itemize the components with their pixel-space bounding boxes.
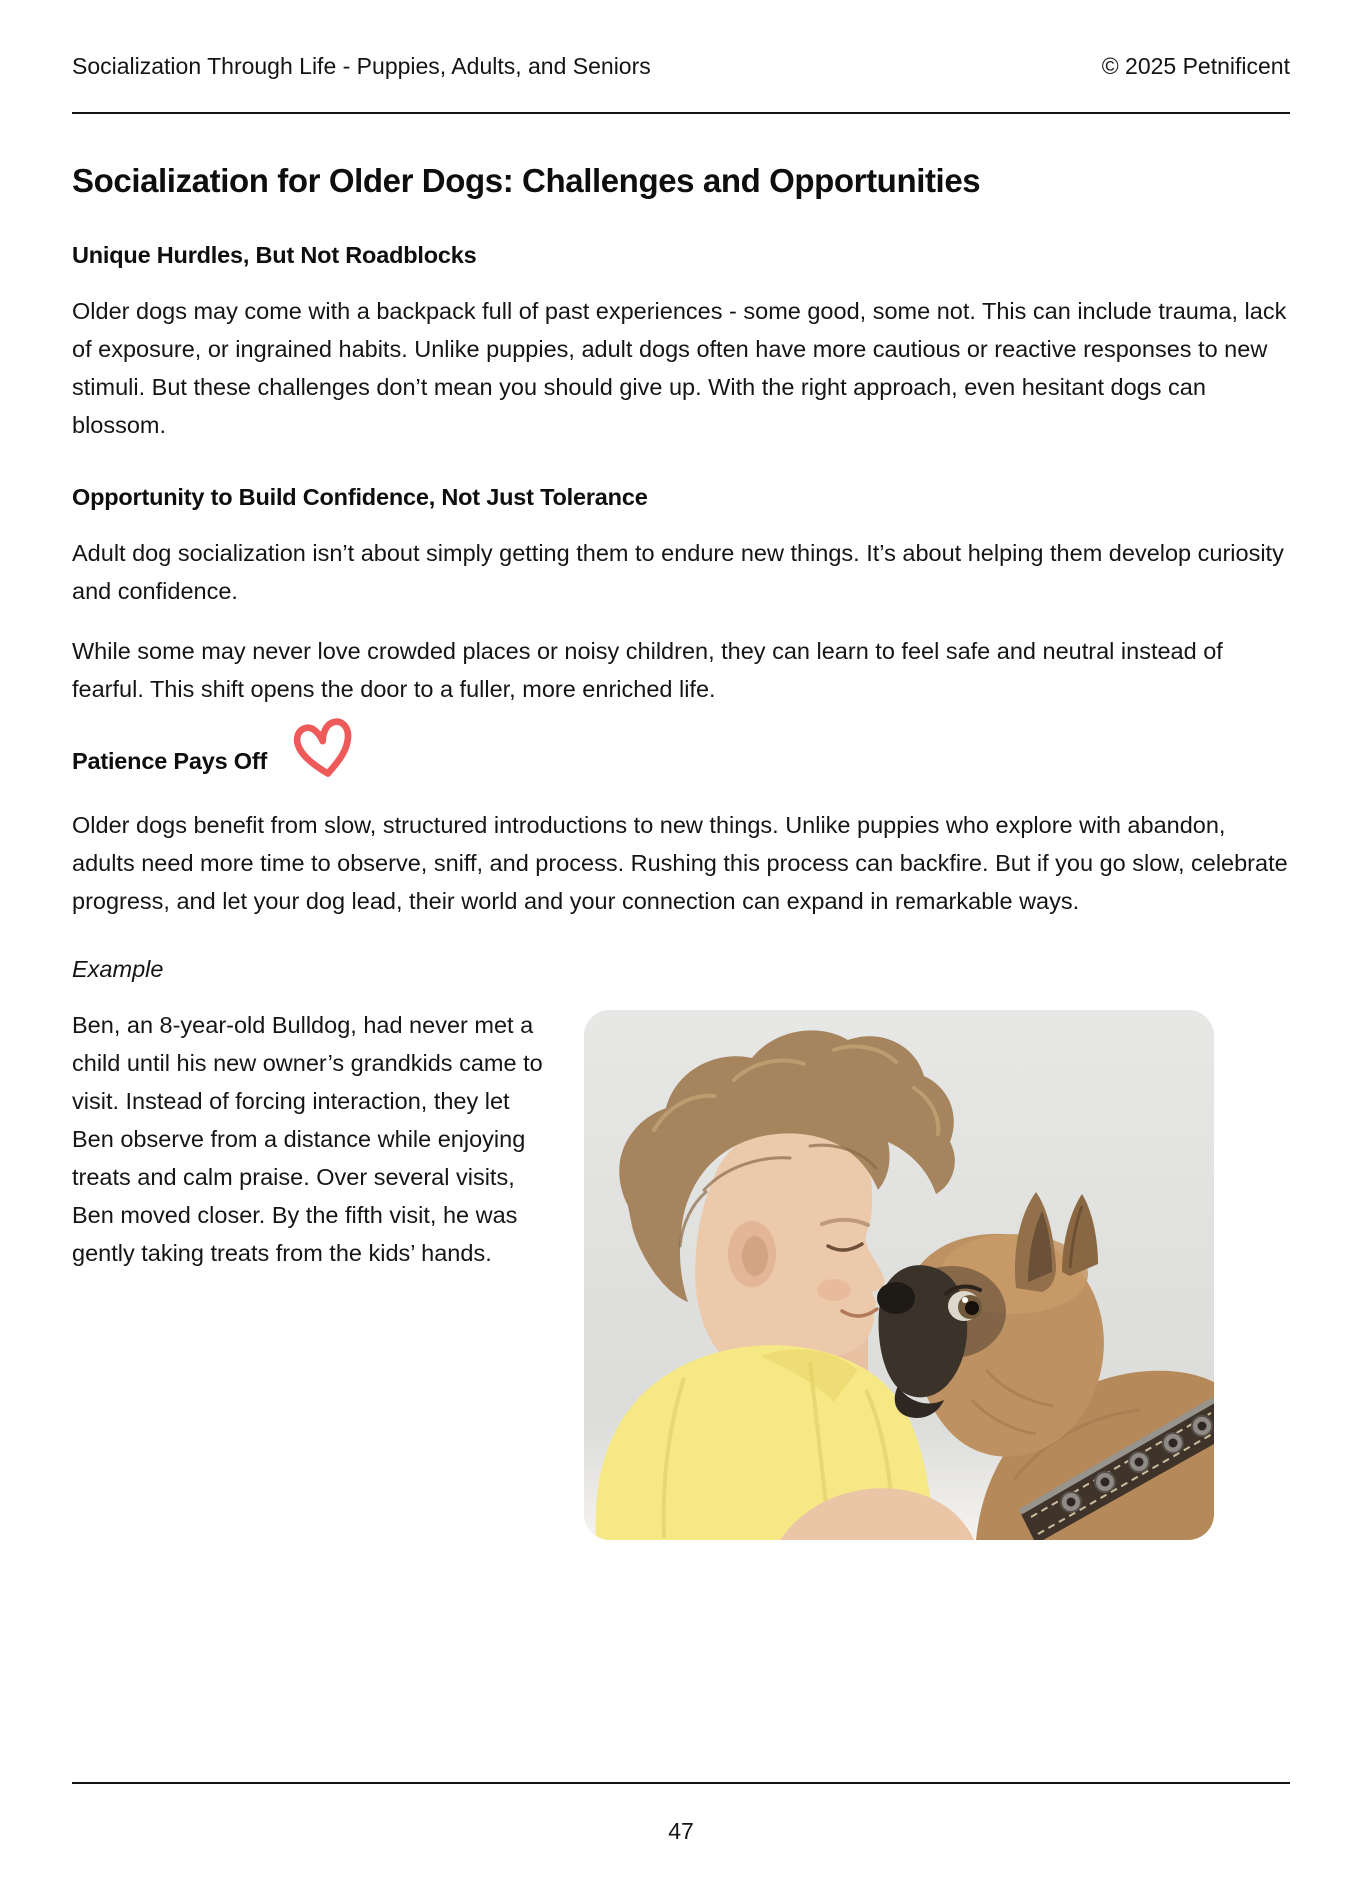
section-heading-unique-hurdles: Unique Hurdles, But Not Roadblocks [72, 242, 477, 268]
page-number: 47 [668, 1818, 694, 1844]
photo-boy-and-bulldog [584, 1010, 1214, 1540]
paragraph: Older dogs may come with a backpack full of past experiences - some good, some not. This can include trauma, lack of exposure, or ingrained habits. Unlike puppies, adult dogs often have more cautious or reactive responses to new stimuli. But these challenges don’t mean you should give up. With the right approach, even hesitant dogs can blossom. [72, 298, 1287, 438]
footer-rule [72, 1782, 1290, 1784]
section-heading-patience: Patience Pays Off [72, 748, 268, 774]
section-heading-patience-row [72, 738, 1290, 784]
header-booklet-title: Socialization Through Life - Puppies, Adults, and Seniors [72, 53, 651, 79]
example-label: Example [72, 956, 164, 982]
photo-illustration [584, 1010, 1214, 1540]
page-content [72, 114, 1290, 1540]
page-footer [72, 1782, 1290, 1890]
heart-doodle-icon [289, 708, 359, 788]
page-title: Socialization for Older Dogs: Challenges and Opportunities [72, 162, 981, 199]
section-heading-opportunity: Opportunity to Build Confidence, Not Just Tolerance [72, 484, 648, 510]
paragraph: Adult dog socialization isn’t about simply getting them to endure new things. It’s about helping them develop curiosity and confidence. [72, 540, 1284, 604]
header-copyright: © 2025 Petnificent [1101, 53, 1290, 79]
example-row [72, 1006, 1290, 1540]
page-header [72, 0, 1290, 80]
example-paragraph: Ben, an 8-year-old Bulldog, had never met a child until his new owner’s grandkids came to visit. Instead of forcing interaction, they let Ben observe from a distance while enjoying treats and calm praise. Over several visits, Ben moved closer. By the fifth visit, he was gently taking treats from the kids’ hands. [72, 1012, 543, 1266]
paragraph: Older dogs benefit from slow, structured introductions to new things. Unlike puppies who explore with abandon, adults need more time to observe, sniff, and process. Rushing this process can backfire. But if you go slow, celebrate progress, and let your dog lead, their world and your connection can expand in remarkable ways. [72, 812, 1288, 914]
paragraph: While some may never love crowded places or noisy children, they can learn to feel safe and neutral instead of fearful. This shift opens the door to a fuller, more enriched life. [72, 638, 1223, 702]
